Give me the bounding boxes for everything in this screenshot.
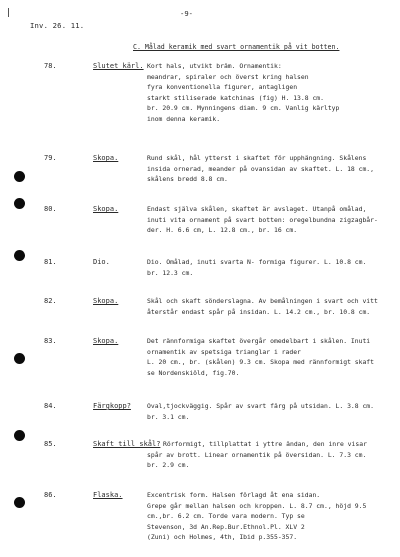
- entry-description: [147, 204, 395, 236]
- punch-hole: [14, 171, 25, 182]
- description-line: cm.,br. 6.2 cm. Torde vara modern. Typ se: [147, 512, 305, 521]
- description-line: Grepe går mellan halsen och kroppen. L. 8.7 cm., höjd 9.5: [147, 501, 367, 510]
- entry-description: [147, 257, 395, 278]
- description-line: ornamentik av spetsiga trianglar i rader: [147, 347, 301, 356]
- entry-description: [147, 296, 395, 317]
- entry-number: 83.: [44, 337, 57, 345]
- description-line: återstår endast spår på insidan. L. 14.2 cm., br. 10.8 cm.: [147, 307, 371, 316]
- description-line: Endast själva skålen, skaftet är avslaget. Utanpå omålad,: [147, 205, 367, 213]
- inventory-number: Inv. 26. 11.: [30, 21, 85, 30]
- section-title: C. Målad keramik med svart ornamentik på vit botten.: [133, 43, 340, 51]
- description-line: insida ornerad, meander på ovansidan av skaftet. L. 18 cm.,: [147, 164, 375, 173]
- entry-number: 82.: [44, 297, 57, 305]
- punch-hole: [14, 497, 25, 508]
- description-line: fyra konventionella figurer, antagligen: [147, 83, 298, 92]
- description-line: Excentrisk form. Halsen förlagd åt ena sidan.: [147, 491, 321, 499]
- description-line: Stevenson, 3d An.Rep.Bur.Ethnol.Pl. XLV 2: [147, 522, 305, 531]
- entry-number: 79.: [44, 154, 57, 162]
- entry-number: 80.: [44, 205, 57, 213]
- entry-name: Skopa.: [93, 337, 119, 345]
- entry-name: Skopa.: [93, 297, 119, 305]
- entry-name: Färgkopp?: [93, 402, 131, 410]
- entry-name: Skopa.: [93, 154, 119, 162]
- description-line: inom denna keramik.: [147, 114, 221, 123]
- entry-number: 86.: [44, 491, 57, 499]
- entry-description: [147, 490, 395, 543]
- entry-name: Flaska.: [93, 491, 123, 499]
- description-line: se Nordenskiöld, fig.70.: [147, 368, 240, 377]
- description-line: br. 20.9 cm. Mynningens diam. 9 cm. Vanlig kärltyp: [147, 104, 340, 113]
- description-line: Skål och skaft sönderslagna. Av bemålningen i svart och vitt: [147, 297, 378, 305]
- entry-description: [147, 439, 397, 471]
- description-line: Rund skål, hål ytterst i skaftet för upphängning. Skålens: [147, 154, 367, 162]
- entry-name: Dio.: [93, 258, 110, 266]
- description-line: Oval,tjockväggig. Spår av svart färg på utsidan. L. 3.8 cm.: [147, 402, 375, 410]
- description-line: br. 3.1 cm.: [147, 412, 190, 421]
- entry-description: [147, 336, 395, 378]
- page-number: -9-: [180, 9, 193, 18]
- entry-name: Slutet kärl.: [93, 62, 144, 70]
- punch-hole: [14, 430, 25, 441]
- description-line: skålens bredd 8.8 cm.: [147, 175, 228, 184]
- entry-number: 81.: [44, 258, 57, 266]
- punch-hole: [14, 198, 25, 209]
- description-line: L. 20 cm., br. (skålen) 9.3 cm. Skopa med rännformigt skaft: [147, 358, 375, 367]
- margin-tick: [8, 8, 9, 17]
- description-line: starkt stiliserade katchinas (fig) H. 13.8 cm.: [147, 93, 324, 102]
- description-line: (Zuni) och Holmes, 4th, Ibid p.355-357.: [147, 533, 298, 542]
- description-line: Rörformigt, tillplattat i yttre ändan, den inre visar: [163, 440, 367, 448]
- description-line: spår av brott. Linear ornamentik på översidan. L. 7.3 cm.: [147, 450, 367, 459]
- description-line: Det rännformiga skaftet övergår omedelbart i skålen. Inuti: [147, 337, 371, 345]
- entry-number: 78.: [44, 62, 57, 70]
- description-line: der. H. 6.6 cm, L. 12.8 cm., br. 16 cm.: [147, 226, 298, 235]
- entry-description: [147, 153, 395, 185]
- entry-number: 85.: [44, 440, 57, 448]
- entry-name: Skaft till skål?: [93, 440, 161, 448]
- description-line: inuti vita ornament på svart botten: oregelbundna zigzagbår-: [147, 215, 378, 224]
- description-line: br. 12.3 cm.: [147, 268, 194, 277]
- description-line: meandrar, spiraler och överst kring halsen: [147, 72, 309, 81]
- entry-number: 84.: [44, 402, 57, 410]
- entry-description: [147, 401, 395, 422]
- description-line: br. 2.9 cm.: [147, 461, 190, 470]
- entry-name: Skopa.: [93, 205, 119, 213]
- punch-hole: [14, 353, 25, 364]
- entry-description: [147, 61, 395, 125]
- description-line: Kort hals, utvikt bräm. Ornamentik:: [147, 62, 282, 70]
- description-line: Dio. Omålad, inuti svarta N- formiga figurer. L. 10.8 cm.: [147, 258, 367, 266]
- punch-hole: [14, 250, 25, 261]
